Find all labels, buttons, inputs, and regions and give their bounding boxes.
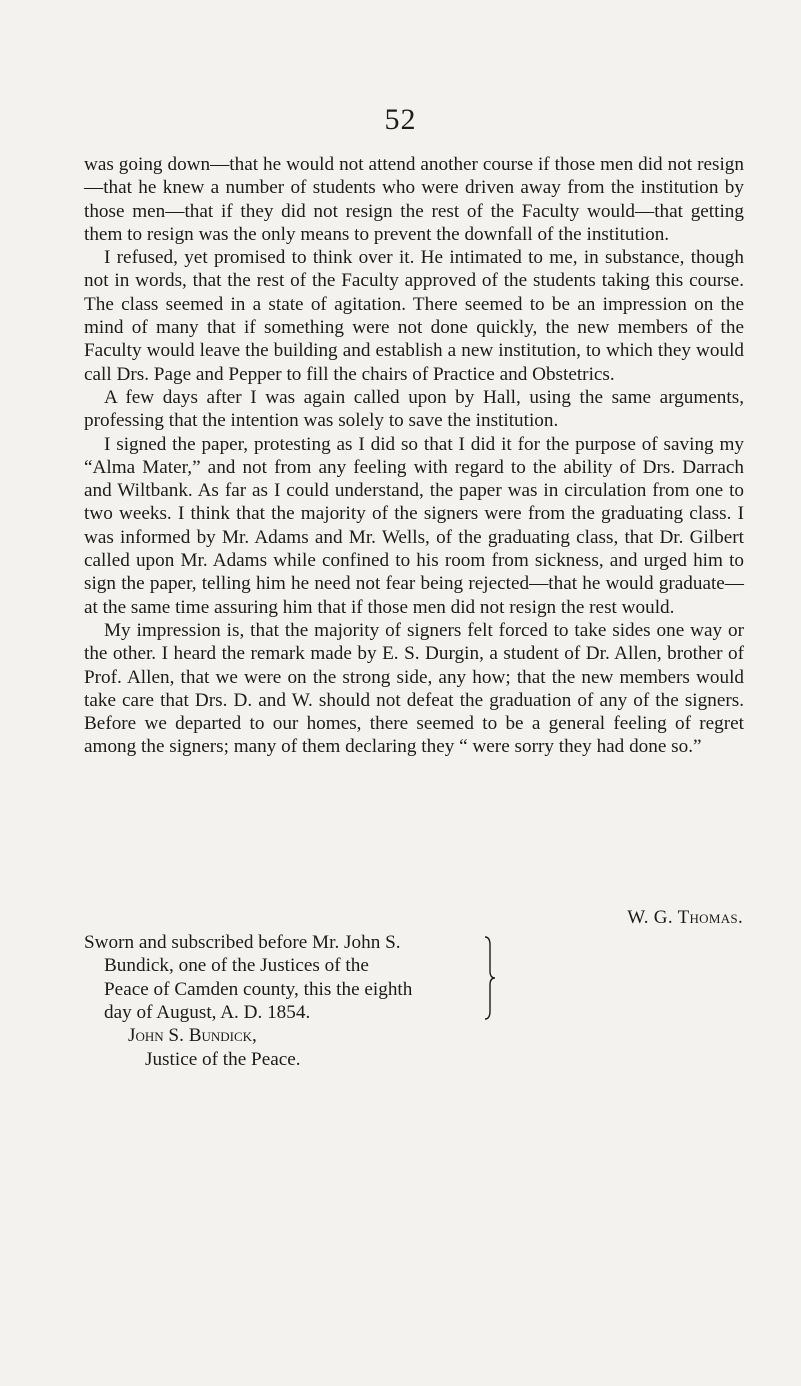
signature: W. G. Thomas.	[627, 907, 743, 928]
jurat	[84, 931, 504, 1024]
paragraph: A few days after I was again called upon by Hall, using the same arguments, professing that the intention was solely to save the institution.	[84, 386, 744, 432]
page-number: 52	[384, 103, 417, 136]
paragraph: My impression is, that the majority of signers felt forced to take sides one way or the other. I heard the remark made by E. S. Durgin, a student of Dr. Allen, brother of Prof. Allen, that we were on the strong side, any how; that the new members would take care that Drs. D. and W. should not defeat the graduation of any of the signers. Before we departed to our homes, there seemed to be a general feeling of regret among the signers; many of them declaring they “ were sorry they had done so.”	[84, 619, 744, 758]
paragraph: I signed the paper, protesting as I did so that I did it for the purpose of saving my “Alma Mater,” and not from any feeling with regard to the ability of Drs. Darrach and Wiltbank. As far as I could understand, the paper was in circulation from one to two weeks. I think that the majority of the signers were from the graduating class. I was informed by Mr. Adams and Mr. Wells, of the graduating class, that Dr. Gilbert called upon Mr. Adams while confined to his room from sickness, and urged him to sign the paper, telling him he need not fear being rejected—that he would graduate—at the same time assuring him that if those men did not resign the rest would.	[84, 433, 744, 618]
jurat-line: Bundick, one of the Justices of the	[104, 955, 369, 977]
paragraph: I refused, yet promised to think over it. He intimated to me, in substance, though not in words, that the rest of the Faculty approved of the students taking this course. The class seemed in a state of agitation. There seemed to be an impression on the mind of many that if something were not done quickly, the new members of the Faculty would leave the building and establish a new institution, to which they would call Drs. Page and Pepper to fill the chairs of Practice and Obstetrics.	[84, 247, 744, 385]
paragraph: was going down—that he would not attend another course if those men did not resign—that he knew a number of students who were driven away from the institution by those men—that if they did not resign the rest of the Faculty would—that getting them to resign was the only means to prevent the downfall of the institution.	[84, 154, 744, 245]
justice-title: Justice of the Peace.	[145, 1049, 301, 1070]
jurat-line: Peace of Camden county, this the eighth	[104, 978, 413, 1000]
justice-name: John S. Bundick,	[128, 1025, 257, 1046]
body-text	[84, 153, 744, 759]
right-brace-icon	[484, 935, 496, 1021]
jurat-line: Sworn and subscribed before Mr. John S.	[84, 932, 401, 953]
jurat-line: day of August, A. D. 1854.	[104, 1001, 311, 1023]
